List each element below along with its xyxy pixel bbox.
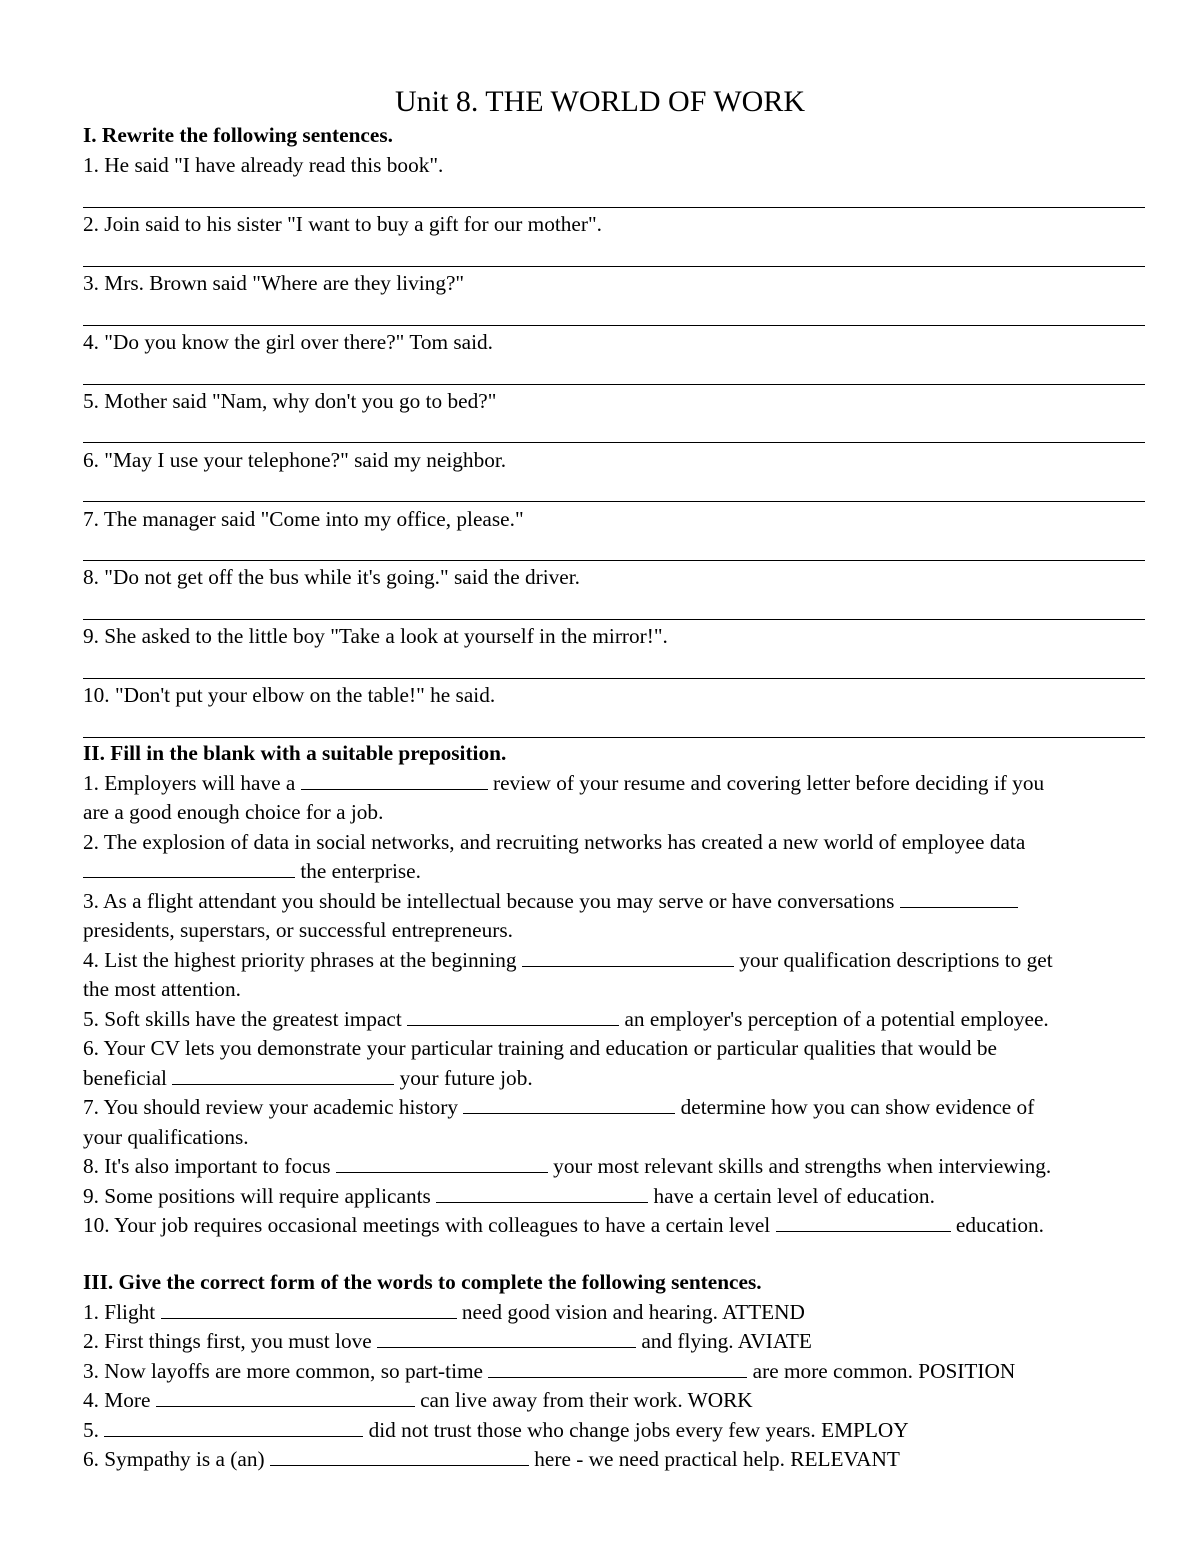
- blank-input[interactable]: [488, 1376, 747, 1378]
- answer-line-6[interactable]: [83, 501, 1145, 502]
- blank-input[interactable]: [104, 1435, 363, 1437]
- answer-line-9[interactable]: [83, 678, 1145, 679]
- answer-line-8[interactable]: [83, 619, 1145, 620]
- word-form-item-5: 5. did not trust those who change jobs every few years. EMPLOY: [83, 1417, 909, 1442]
- blank-input[interactable]: [436, 1201, 648, 1203]
- fill-item-4: 4. List the highest priority phrases at the beginning your qualification descriptions to get: [83, 947, 1053, 972]
- blank-input[interactable]: [172, 1083, 394, 1085]
- section-1-heading: I. Rewrite the following sentences.: [83, 123, 393, 147]
- fill-item-8: 8. It's also important to focus your most relevant skills and strengths when interviewing.: [83, 1154, 1052, 1178]
- blank-input[interactable]: [336, 1171, 548, 1173]
- blank-input[interactable]: [270, 1464, 529, 1466]
- section-2: [83, 739, 1145, 1241]
- fill-item-4-cont: the most attention.: [83, 977, 241, 1001]
- fill-item-6-cont: beneficial your future job.: [83, 1065, 533, 1090]
- word-form-item-6: 6. Sympathy is a (an) here - we need practical help. RELEVANT: [83, 1447, 900, 1471]
- blank-input[interactable]: [161, 1317, 457, 1319]
- fill-item-1-cont: are a good enough choice for a job.: [83, 800, 384, 824]
- word-form-item-3: 3. Now layoffs are more common, so part-time are more common. POSITION: [83, 1358, 1016, 1383]
- fill-item-3-cont: presidents, superstars, or successful entrepreneurs.: [83, 918, 513, 942]
- rewrite-item-6: 6. "May I use your telephone?" said my neighbor.: [83, 448, 507, 472]
- word-form-item-1: 1. Flight need good vision and hearing. ATTEND: [83, 1299, 805, 1324]
- fill-item-2-cont: the enterprise.: [83, 857, 1145, 887]
- fill-item-9: 9. Some positions will require applicants have a certain level of education.: [83, 1183, 935, 1208]
- rewrite-item-3: 3. Mrs. Brown said "Where are they living?": [83, 271, 465, 295]
- fill-item-5: 5. Soft skills have the greatest impact an employer's perception of a potential employee.: [83, 1006, 1049, 1031]
- answer-line-3[interactable]: [83, 325, 1145, 326]
- blank-input[interactable]: [522, 965, 734, 967]
- blank-input[interactable]: [463, 1112, 675, 1114]
- section-3-heading: III. Give the correct form of the words to complete the following sentences.: [83, 1270, 762, 1294]
- rewrite-item-7: 7. The manager said "Come into my office, please.": [83, 507, 524, 531]
- answer-line-2[interactable]: [83, 266, 1145, 267]
- word-form-item-2: 2. First things first, you must love and flying. AVIATE: [83, 1329, 812, 1353]
- blank-input[interactable]: [83, 876, 295, 878]
- fill-item-3: 3. As a flight attendant you should be intellectual because you may serve or have conversations: [83, 887, 1145, 917]
- page-title: Unit 8. THE WORLD OF WORK: [394, 85, 805, 118]
- rewrite-item-8: 8. "Do not get off the bus while it's going." said the driver.: [83, 565, 580, 589]
- answer-line-10[interactable]: [83, 737, 1145, 738]
- answer-line-1[interactable]: [83, 207, 1145, 208]
- rewrite-item-5: 5. Mother said "Nam, why don't you go to bed?": [83, 389, 497, 413]
- rewrite-item-2: 2. Join said to his sister "I want to buy a gift for our mother".: [83, 212, 602, 236]
- rewrite-item-4: 4. "Do you know the girl over there?" Tom said.: [83, 330, 494, 354]
- section-2-heading: II. Fill in the blank with a suitable preposition.: [83, 741, 507, 765]
- answer-line-5[interactable]: [83, 442, 1145, 443]
- blank-input[interactable]: [900, 906, 1018, 908]
- blank-input[interactable]: [156, 1405, 415, 1407]
- rewrite-item-10: 10. "Don't put your elbow on the table!" he said.: [83, 683, 496, 707]
- fill-item-10: 10. Your job requires occasional meetings with colleagues to have a certain level education.: [83, 1213, 1044, 1237]
- fill-item-6: 6. Your CV lets you demonstrate your particular training and education or particular qualities that would be: [83, 1036, 997, 1060]
- answer-line-7[interactable]: [83, 560, 1145, 561]
- blank-input[interactable]: [407, 1024, 619, 1026]
- blank-input[interactable]: [301, 788, 488, 790]
- rewrite-item-9: 9. She asked to the little boy "Take a look at yourself in the mirror!".: [83, 624, 668, 648]
- fill-item-7: 7. You should review your academic history determine how you can show evidence of: [83, 1095, 1035, 1119]
- fill-item-2: 2. The explosion of data in social networks, and recruiting networks has created a new world of employee data: [83, 829, 1026, 854]
- fill-item-1: 1. Employers will have a review of your resume and covering letter before deciding if you: [83, 770, 1045, 795]
- word-form-item-4: 4. More can live away from their work. WORK: [83, 1388, 753, 1412]
- answer-line-4[interactable]: [83, 384, 1145, 385]
- blank-input[interactable]: [377, 1346, 636, 1348]
- rewrite-item-1: 1. He said "I have already read this book".: [83, 153, 444, 177]
- blank-input[interactable]: [776, 1230, 951, 1232]
- fill-item-7-cont: your qualifications.: [83, 1124, 249, 1149]
- section-3: [83, 1268, 1145, 1475]
